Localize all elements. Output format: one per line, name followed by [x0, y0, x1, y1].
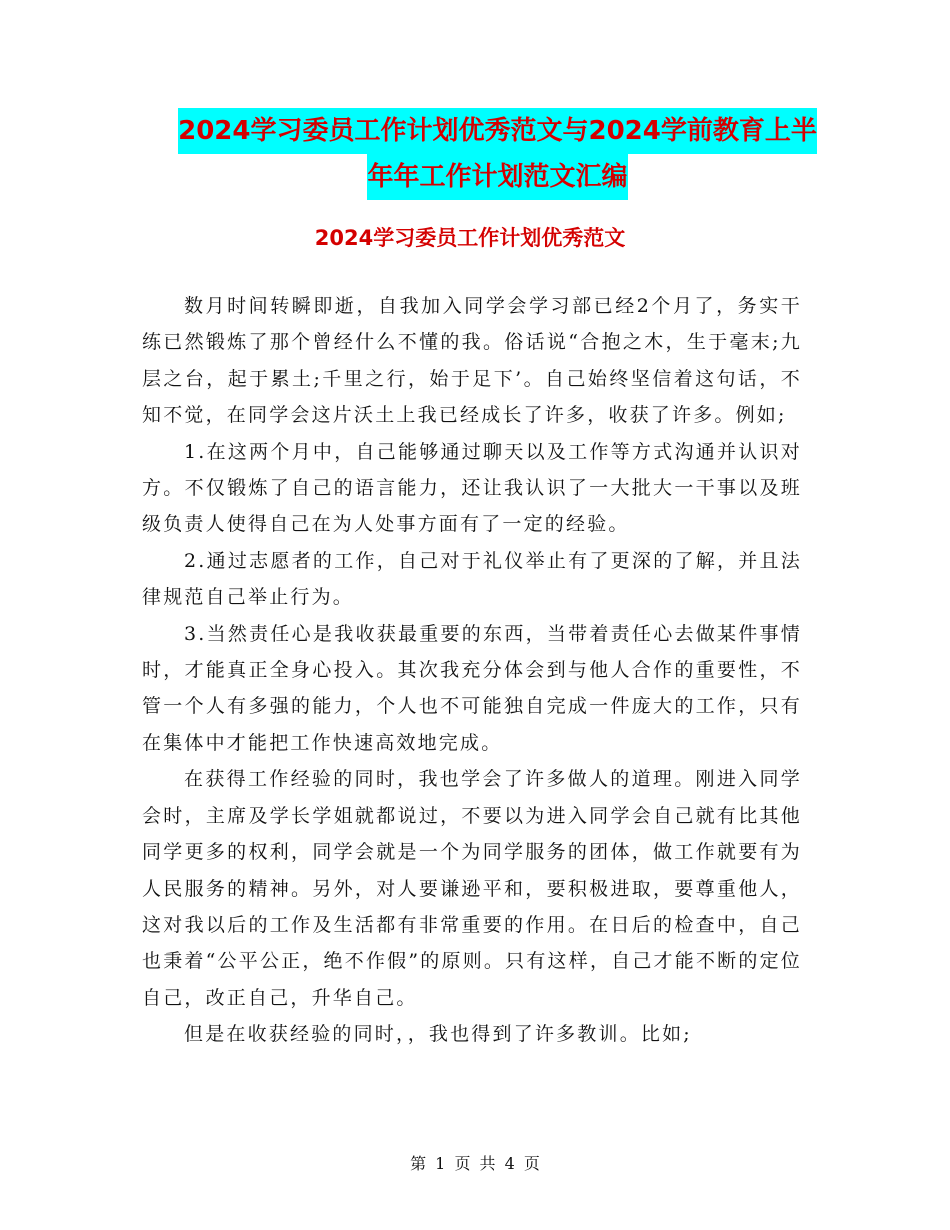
paragraph-lessons: 在获得工作经验的同时，我也学会了许多做人的道理。刚进入同学会时，主席及学长学姐就都说过，不要以为进入同学会自己就有比其他同学更多的权利，同学会就是一个为同学服务的团体，做工作就要有为人民服务的精神。另外，对人要谦逊平和，要积极进取，要尊重他人，这对我以后的工作及生活都有非常重要的作用。在日后的检查中，自己也秉着“公平公正，绝不作假”的原则。只有这样，自己才能不断的定位自己，改正自己，升华自己。 [142, 768, 802, 1009]
document-title-line-1: 2024学习委员工作计划优秀范文与2024学前教育上半 [178, 108, 817, 154]
paragraph-item-2: 2.通过志愿者的工作，自己对于礼仪举止有了更深的了解，并且法律规范自己举止行为。 [142, 549, 802, 609]
document-title-line-2: 年年工作计划范文汇编 [367, 154, 627, 200]
document-title [140, 108, 855, 200]
paragraph-closing: 但是在收获经验的同时，，我也得到了许多教训。比如; [184, 1023, 692, 1046]
section-title: 2024学习委员工作计划优秀范文 [314, 226, 626, 250]
paragraph-item-1: 1.在这两个月中，自己能够通过聊天以及工作等方式沟通并认识对方。不仅锻炼了自己的语言能力，还让我认识了一大批大一干事以及班级负责人使得自己在为人处事方面有了一定的经验。 [142, 440, 802, 536]
paragraph-intro: 数月时间转瞬即逝，自我加入同学会学习部已经2个月了，务实干练已然锻炼了那个曾经什么不懂的我。俗话说“合抱之木，生于毫末;九层之台，起于累土;千里之行，始于足下’。自己始终坚信着这句话，不知不觉，在同学会这片沃土上我已经成长了许多，收获了许多。例如; [142, 295, 802, 427]
document-body [142, 288, 802, 1053]
page-number-footer: 第 1 页 共 4 页 [410, 1154, 540, 1173]
paragraph-item-3: 3.当然责任心是我收获最重要的东西，当带着责任心去做某件事情时，才能真正全身心投入。其次我充分体会到与他人合作的重要性，不管一个人有多强的能力，个人也不可能独自完成一件庞大的工作，只有在集体中才能把工作快速高效地完成。 [142, 622, 802, 754]
